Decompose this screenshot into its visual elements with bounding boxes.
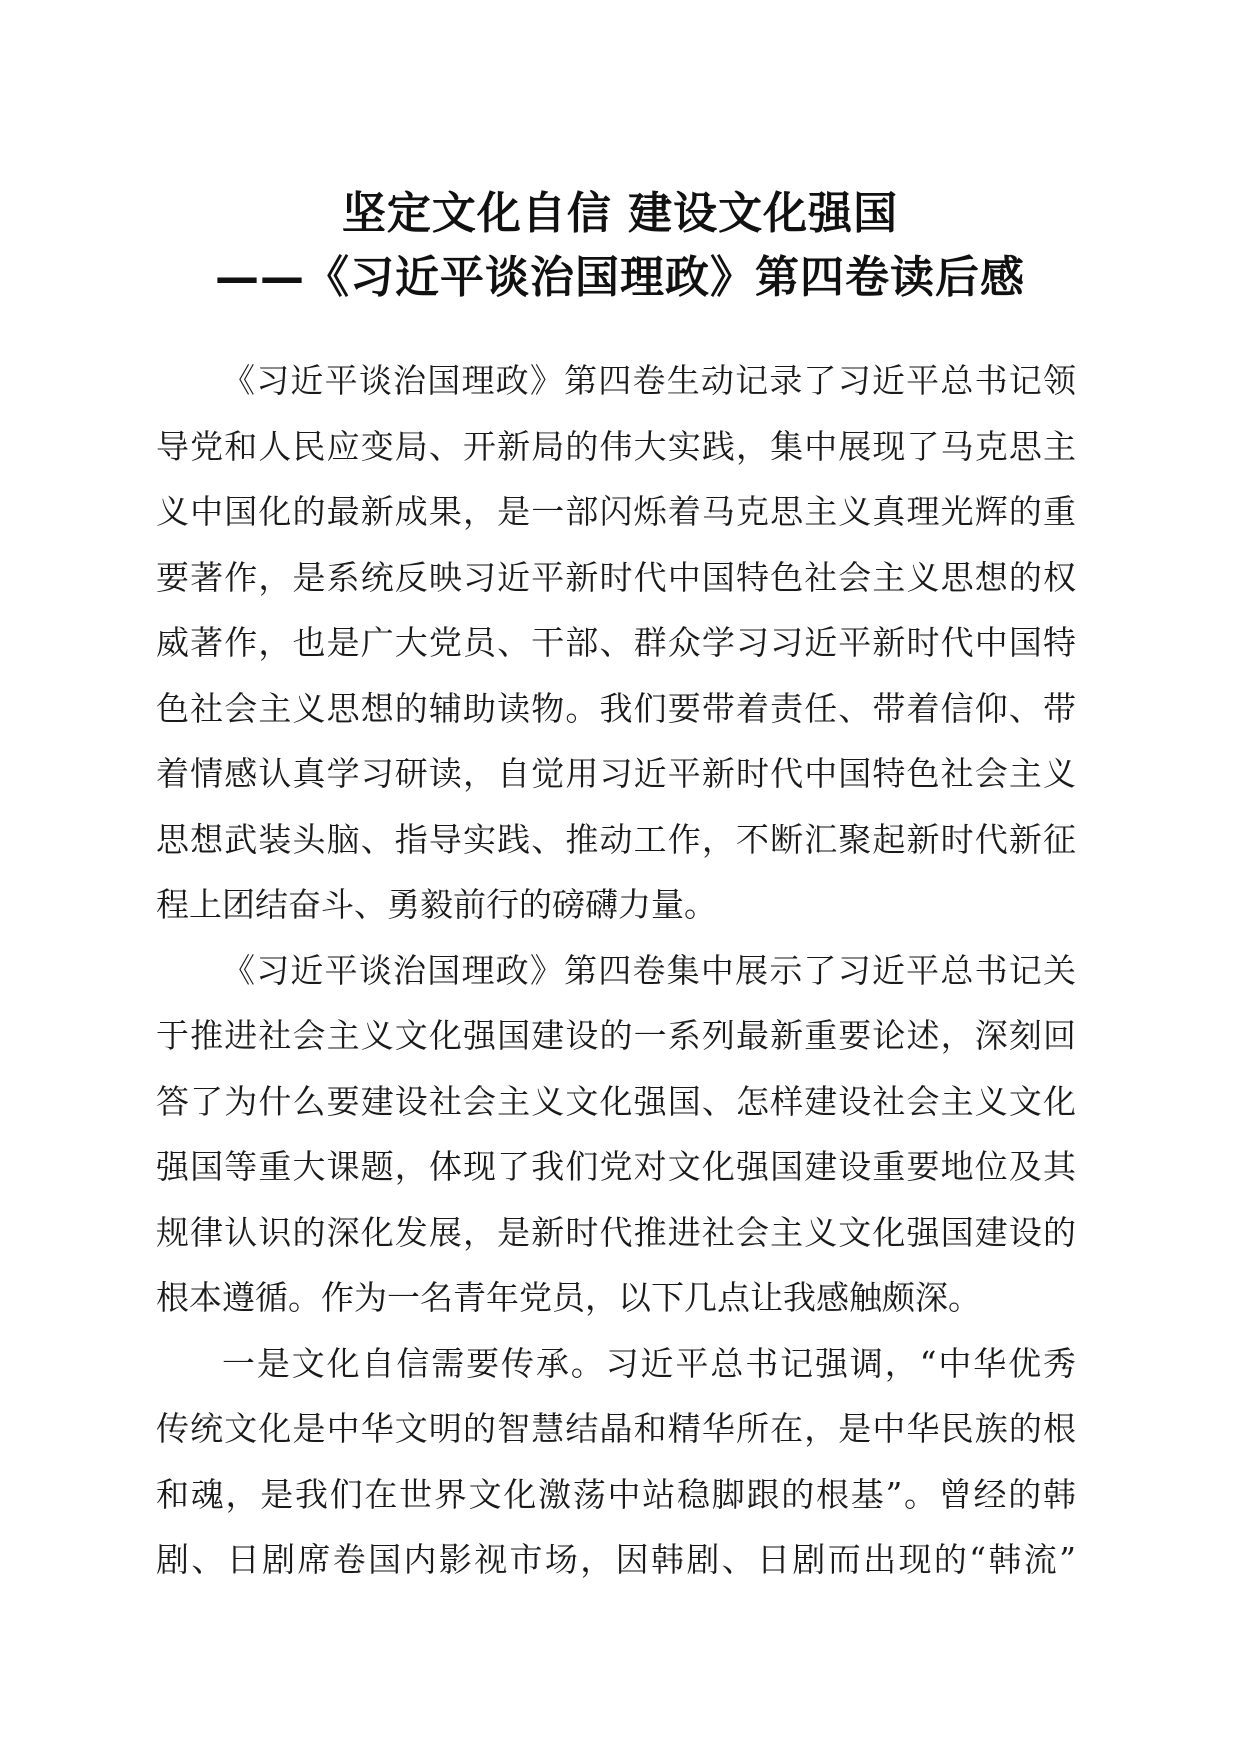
paragraph-line: 《习近平谈治国理政》第四卷生动记录了习近平总书记领 xyxy=(222,361,1076,400)
title-block xyxy=(0,182,1240,310)
document-subtitle: ——《习近平谈治国理政》第四卷读后感 xyxy=(215,252,1025,303)
paragraph-line: 着情感认真学习研读，自觉用习近平新时代中国特色社会主义 xyxy=(156,754,1076,793)
paragraph-line: 一是文化自信需要传承。习近平总书记强调，“中华优秀 xyxy=(222,1343,1076,1383)
paragraph-line: 和魂，是我们在世界文化激荡中站稳脚跟的根基”。曾经的韩 xyxy=(156,1474,1076,1514)
document-body xyxy=(156,348,1076,1593)
paragraph-line: 剧、日剧席卷国内影视市场，因韩剧、日剧而出现的“韩流” xyxy=(156,1540,1076,1579)
paragraph-line: 传统文化是中华文明的智慧结晶和精华所在，是中华民族的根 xyxy=(156,1409,1076,1448)
paragraph-3 xyxy=(156,1331,1076,1593)
paragraph-line: 色社会主义思想的辅助读物。我们要带着责任、带着信仰、带 xyxy=(156,688,1076,728)
paragraph-line: 根本遵循。作为一名青年党员，以下几点让我感触颇深。 xyxy=(156,1278,981,1317)
paragraph-line: 导党和人民应变局、开新局的伟大实践，集中展现了马克思主 xyxy=(156,426,1076,466)
paragraph-line: 思想武装头脑、指导实践、推动工作，不断汇聚起新时代新征 xyxy=(156,819,1076,859)
paragraph-2 xyxy=(156,938,1076,1331)
document-title: 坚定文化自信 建设文化强国 xyxy=(341,188,899,239)
paragraph-line: 强国等重大课题，体现了我们党对文化强国建设重要地位及其 xyxy=(156,1147,1076,1186)
paragraph-line: 于推进社会主义文化强国建设的一系列最新重要论述，深刻回 xyxy=(156,1016,1076,1055)
paragraph-1 xyxy=(156,348,1076,938)
paragraph-line: 威著作，也是广大党员、干部、群众学习习近平新时代中国特 xyxy=(156,623,1076,662)
paragraph-line: 《习近平谈治国理政》第四卷集中展示了习近平总书记关 xyxy=(222,950,1076,990)
paragraph-line: 程上团结奋斗、勇毅前行的磅礴力量。 xyxy=(156,885,717,924)
paragraph-line: 要著作，是系统反映习近平新时代中国特色社会主义思想的权 xyxy=(156,557,1076,597)
paragraph-line: 规律认识的深化发展，是新时代推进社会主义文化强国建设的 xyxy=(156,1212,1076,1252)
paragraph-line: 义中国化的最新成果，是一部闪烁着马克思主义真理光辉的重 xyxy=(156,492,1076,531)
paragraph-line: 答了为什么要建设社会主义文化强国、怎样建设社会主义文化 xyxy=(156,1081,1076,1121)
